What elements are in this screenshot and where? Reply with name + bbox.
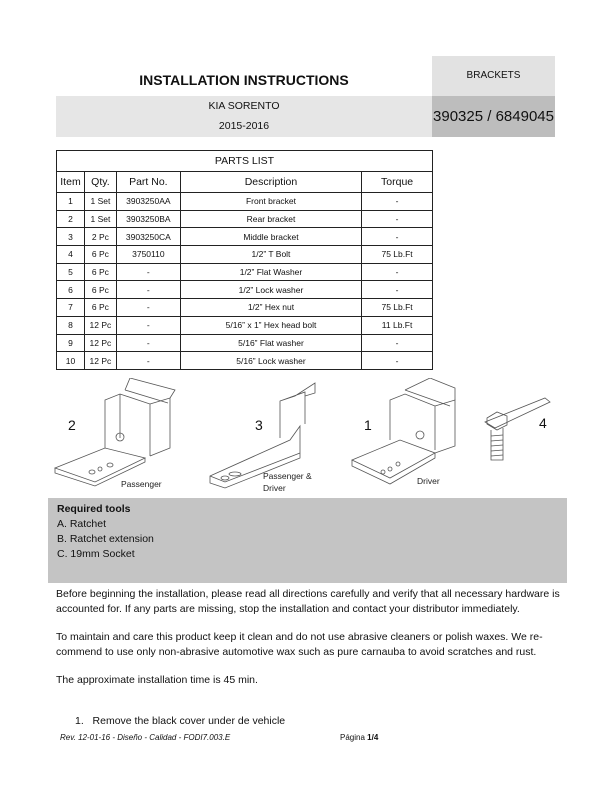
table-cell: Rear bracket [180,210,361,228]
figure-label-passenger: Passenger [121,479,162,489]
table-cell: 75 Lb.Ft [362,246,433,264]
table-row [57,210,433,228]
table-cell: 6 [57,281,85,299]
intro-paragraph: Before beginning the installation, please read all directions carefully and verify that all necessary hardware is accounted for. If any parts are missing, stop the installation and contact your distributor immediately. [56,588,560,615]
table-row [57,316,433,334]
table-cell: - [362,210,433,228]
table-row [57,263,433,281]
table-row [57,228,433,246]
table-cell: 5/16” Flat washer [180,334,361,352]
table-cell: 1 [57,193,85,211]
figure-label-driver: Driver [417,476,440,486]
figure-number-4: 4 [539,415,547,431]
table-cell: 3750110 [116,246,180,264]
page-label: Página [340,733,365,742]
table-row [57,334,433,352]
table-cell: - [116,334,180,352]
category-label: BRACKETS [432,56,555,96]
table-cell: Front bracket [180,193,361,211]
table-cell: 1 Set [84,193,116,211]
parts-list-title: PARTS LIST [57,151,433,172]
table-cell: 12 Pc [84,334,116,352]
table-cell: 1/2” T Bolt [180,246,361,264]
table-row [57,281,433,299]
table-cell: 2 Pc [84,228,116,246]
figure-number-1: 1 [364,417,372,433]
table-cell: 4 [57,246,85,264]
page-number: 1/4 [367,733,379,742]
tool-item: A. Ratchet [57,518,107,530]
table-cell: - [116,263,180,281]
table-cell: - [116,281,180,299]
table-cell: 6 Pc [84,281,116,299]
tool-item: C. 19mm Socket [57,548,135,560]
required-tools-box [48,498,567,583]
table-row [57,299,433,317]
revision-footer: Rev. 12-01-16 - Diseño - Calidad - FODI7.003.E [60,733,231,742]
care-paragraph: To maintain and care this product keep it clean and do not use abrasive cleaners or polish waxes. We re-commend to use only non-abrasive automotive wax such as pure carnauba to avoid scratches and rust. [56,631,543,658]
table-cell: 9 [57,334,85,352]
vehicle-band [56,96,432,137]
column-header: Torque [362,172,433,193]
table-cell: 1/2” Hex nut [180,299,361,317]
table-cell: - [116,352,180,370]
table-cell: 11 Lb.Ft [362,316,433,334]
table-row [57,246,433,264]
table-cell: - [362,334,433,352]
page-indicator [340,733,378,742]
table-cell: - [362,228,433,246]
table-cell: 3903250CA [116,228,180,246]
vehicle-years: 2015-2016 [218,120,270,132]
table-cell: 12 Pc [84,316,116,334]
step-number: 1. [75,715,84,727]
step-text: Remove the black cover under de vehicle [92,715,286,727]
table-row [57,352,433,370]
table-cell: 10 [57,352,85,370]
parts-list-table [56,150,433,370]
figure-number-3: 3 [255,417,263,433]
table-cell: 3903250AA [116,193,180,211]
table-cell: 6 Pc [84,246,116,264]
table-cell: 75 Lb.Ft [362,299,433,317]
table-cell: 12 Pc [84,352,116,370]
table-cell: - [362,352,433,370]
table-cell: Middle bracket [180,228,361,246]
figure-label-passenger-and: Passenger & [263,471,312,481]
column-header: Description [180,172,361,193]
table-cell: - [116,299,180,317]
table-cell: 6 Pc [84,299,116,317]
table-cell: 1 Set [84,210,116,228]
table-cell: 7 [57,299,85,317]
column-header: Item [57,172,85,193]
part-numbers: 390325 / 6849045 [432,96,555,137]
time-paragraph: The approximate installation time is 45 min. [56,674,258,686]
table-cell: 2 [57,210,85,228]
figure-label-driver-2: Driver [263,483,286,493]
table-cell: 3903250BA [116,210,180,228]
table-cell: - [362,263,433,281]
table-cell: 1/2” Flat Washer [180,263,361,281]
column-header: Part No. [116,172,180,193]
vehicle-model: KIA SORENTO [208,100,280,112]
table-cell: 5/16” x 1” Hex head bolt [180,316,361,334]
column-header: Qty. [84,172,116,193]
table-cell: - [362,281,433,299]
tools-heading: Required tools [57,503,131,515]
table-cell: 8 [57,316,85,334]
figure-number-2: 2 [68,417,76,433]
tool-item: B. Ratchet extension [57,533,154,545]
table-cell: 5 [57,263,85,281]
table-cell: 3 [57,228,85,246]
table-cell: 5/16” Lock washer [180,352,361,370]
table-cell: 6 Pc [84,263,116,281]
step-1 [75,715,285,727]
table-cell: - [362,193,433,211]
table-cell: - [116,316,180,334]
document-title: INSTALLATION INSTRUCTIONS [139,72,349,88]
table-cell: 1/2” Lock washer [180,281,361,299]
table-row [57,193,433,211]
